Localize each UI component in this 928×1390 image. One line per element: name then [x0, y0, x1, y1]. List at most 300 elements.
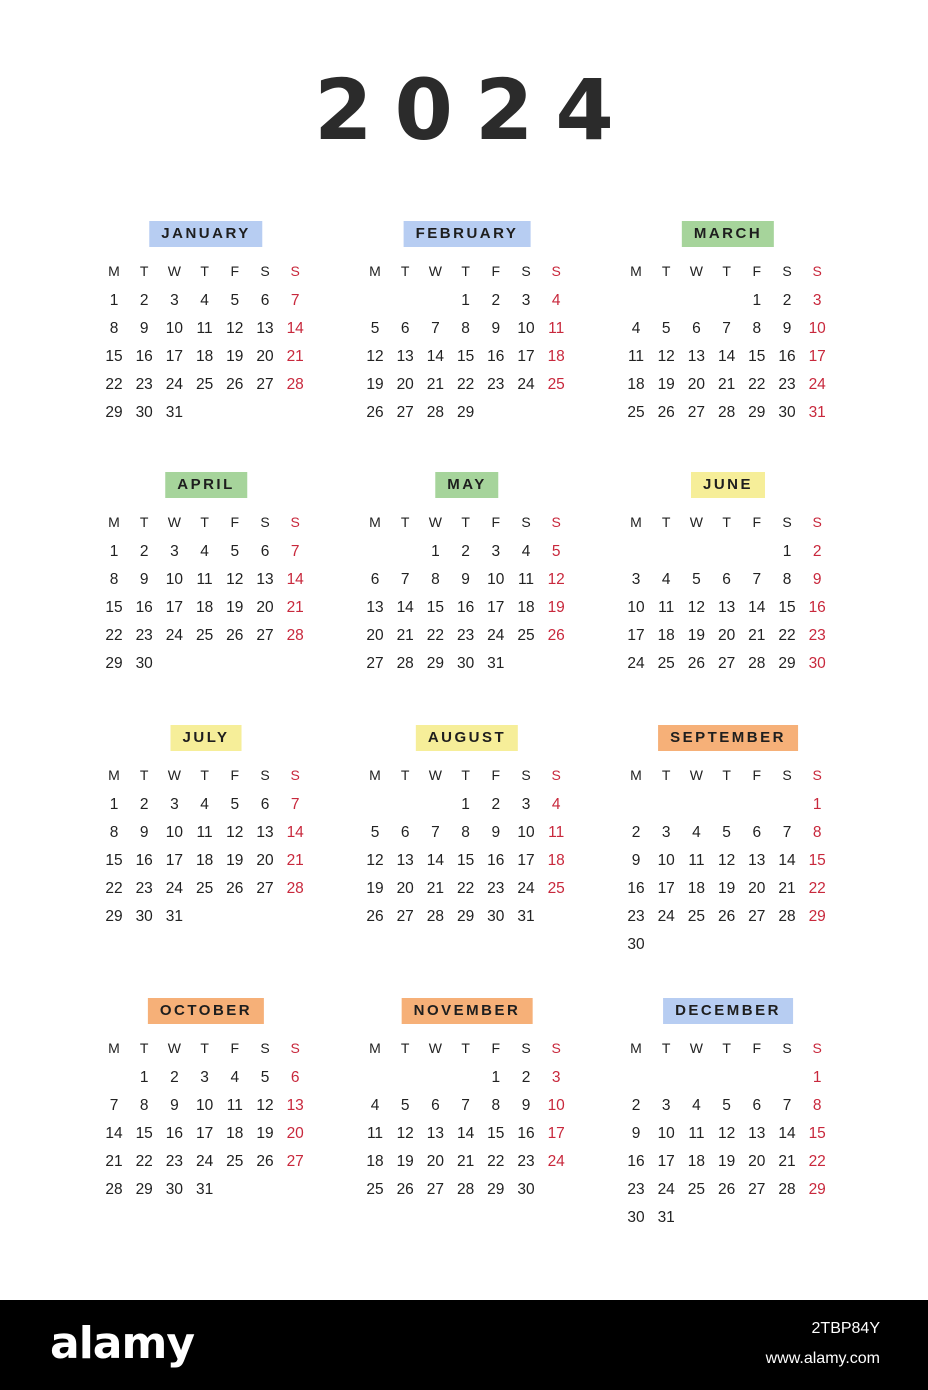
date-cell: 18 [517, 599, 535, 616]
date-cell: 19 [366, 376, 384, 393]
date-cell: 6 [260, 543, 270, 560]
date-cell: 20 [366, 627, 384, 644]
date-cell: 2 [139, 796, 149, 813]
weekday-header: F [230, 263, 240, 279]
weekday-header: S [290, 1040, 300, 1056]
weekday-header: T [139, 1040, 149, 1056]
date-cell: 20 [396, 376, 414, 393]
date-cell: 10 [657, 852, 675, 869]
date-cell: 3 [521, 796, 531, 813]
date-cell: 31 [657, 1209, 675, 1226]
date-cell: 15 [426, 599, 445, 616]
date-cell: 5 [230, 796, 240, 813]
date-cell: 5 [370, 320, 380, 337]
date-cell: 24 [517, 376, 535, 393]
weekday-header: W [689, 263, 703, 279]
weekday-header: W [167, 1040, 181, 1056]
date-cell: 6 [722, 571, 731, 588]
date-cell: 23 [487, 376, 505, 393]
date-cell: 10 [517, 320, 535, 337]
date-cell: 11 [658, 599, 675, 616]
weekday-header: T [461, 767, 470, 783]
date-cell: 28 [426, 404, 445, 421]
date-cell: 22 [778, 627, 796, 644]
date-cell: 17 [808, 348, 826, 365]
date-cell: 7 [290, 796, 300, 813]
weekday-header: S [260, 263, 270, 279]
weekday-header: S [521, 514, 531, 530]
date-cell: 6 [370, 571, 380, 588]
weekday-header: M [108, 767, 120, 783]
date-cell: 28 [286, 376, 304, 393]
date-cell: 17 [517, 348, 535, 365]
date-cell: 9 [139, 824, 149, 841]
weekday-header: T [461, 1040, 470, 1056]
date-cell: 2 [812, 543, 822, 560]
date-cell: 10 [487, 571, 505, 588]
date-cell: 13 [748, 1125, 766, 1142]
date-cell: 5 [722, 1097, 731, 1114]
date-cell: 30 [627, 936, 645, 953]
date-cell: 4 [370, 1097, 380, 1114]
date-cell: 18 [657, 627, 675, 644]
date-cell: 1 [461, 292, 470, 309]
weekday-header: T [661, 263, 671, 279]
date-cell: 4 [230, 1069, 240, 1086]
date-cell: 7 [722, 320, 731, 337]
date-cell: 25 [547, 880, 565, 897]
weekday-header: S [290, 514, 300, 530]
date-cell: 19 [717, 1153, 736, 1170]
date-cell: 14 [426, 348, 445, 365]
date-cell: 20 [286, 1125, 304, 1142]
date-cell: 5 [661, 320, 671, 337]
date-cell: 19 [657, 376, 675, 393]
date-cell: 9 [491, 320, 501, 337]
date-cell: 30 [456, 655, 475, 672]
date-cell: 4 [692, 1097, 701, 1114]
weekday-header: T [200, 263, 209, 279]
date-cell: 8 [109, 320, 119, 337]
date-cell: 27 [366, 655, 384, 672]
date-cell: 4 [631, 320, 641, 337]
weekday-header: W [428, 514, 442, 530]
weekday-header: T [661, 767, 671, 783]
date-cell: 17 [165, 599, 184, 616]
date-cell: 6 [431, 1097, 440, 1114]
date-cell: 9 [631, 1125, 641, 1142]
date-cell: 7 [400, 571, 410, 588]
weekday-header: M [108, 514, 120, 530]
date-cell: 30 [165, 1181, 184, 1198]
weekday-header: M [630, 263, 642, 279]
weekday-header: S [551, 263, 561, 279]
date-cell: 23 [808, 627, 826, 644]
weekday-header: W [689, 514, 703, 530]
date-cell: 11 [517, 571, 535, 588]
weekday-header: T [722, 1040, 731, 1056]
month-label: JUNE [691, 472, 765, 498]
date-cell: 3 [661, 1097, 671, 1114]
date-cell: 11 [226, 1097, 243, 1114]
date-cell: 25 [195, 880, 214, 897]
weekday-header: W [167, 514, 181, 530]
date-cell: 25 [195, 376, 214, 393]
date-cell: 30 [135, 908, 153, 925]
date-cell: 15 [456, 348, 475, 365]
date-cell: 17 [165, 348, 184, 365]
date-cell: 31 [487, 655, 505, 672]
weekday-header: W [689, 767, 703, 783]
date-cell: 17 [547, 1125, 565, 1142]
date-cell: 22 [487, 1153, 505, 1170]
month-may [360, 472, 574, 702]
date-cell: 14 [778, 852, 796, 869]
date-cell: 7 [431, 320, 440, 337]
date-cell: 21 [426, 376, 445, 393]
date-cell: 14 [286, 571, 304, 588]
date-cell: 18 [547, 852, 565, 869]
date-cell: 27 [426, 1181, 445, 1198]
date-cell: 31 [195, 1181, 214, 1198]
date-cell: 18 [366, 1153, 384, 1170]
date-cell: 23 [135, 627, 153, 644]
date-cell: 12 [687, 599, 706, 616]
date-cell: 22 [808, 880, 826, 897]
weekday-header: T [661, 514, 671, 530]
date-cell: 19 [547, 599, 565, 616]
date-cell: 10 [547, 1097, 565, 1114]
date-cell: 11 [196, 320, 213, 337]
date-cell: 6 [260, 796, 270, 813]
weekday-header: S [812, 514, 822, 530]
date-cell: 31 [165, 404, 184, 421]
date-cell: 25 [366, 1181, 384, 1198]
month-label: DECEMBER [663, 998, 793, 1024]
weekday-header: F [752, 767, 762, 783]
date-cell: 3 [551, 1069, 561, 1086]
date-cell: 12 [657, 348, 675, 365]
date-cell: 24 [627, 655, 645, 672]
date-cell: 3 [631, 571, 641, 588]
date-cell: 20 [256, 348, 274, 365]
weekday-header: S [551, 514, 561, 530]
date-cell: 29 [105, 655, 123, 672]
date-cell: 27 [748, 1181, 766, 1198]
date-cell: 5 [692, 571, 701, 588]
date-cell: 6 [692, 320, 701, 337]
weekday-header: S [782, 514, 792, 530]
date-cell: 19 [366, 880, 384, 897]
date-cell: 3 [521, 292, 531, 309]
date-cell: 14 [748, 599, 766, 616]
date-cell: 26 [687, 655, 706, 672]
date-cell: 24 [487, 627, 505, 644]
date-cell: 27 [396, 908, 414, 925]
date-cell: 27 [687, 404, 706, 421]
date-cell: 23 [627, 908, 645, 925]
date-cell: 25 [517, 627, 535, 644]
weekday-header: M [369, 767, 381, 783]
date-cell: 1 [752, 292, 762, 309]
date-cell: 16 [808, 599, 826, 616]
date-cell: 11 [548, 320, 565, 337]
date-cell: 9 [521, 1097, 531, 1114]
date-cell: 9 [139, 571, 149, 588]
weekday-header: S [521, 263, 531, 279]
date-cell: 16 [165, 1125, 184, 1142]
month-label: AUGUST [416, 725, 518, 751]
date-cell: 26 [717, 1181, 736, 1198]
month-december [621, 998, 835, 1228]
date-cell: 24 [165, 627, 184, 644]
date-cell: 24 [517, 880, 535, 897]
date-cell: 20 [748, 1153, 766, 1170]
date-cell: 12 [366, 852, 384, 869]
date-cell: 10 [165, 571, 184, 588]
date-cell: 13 [426, 1125, 445, 1142]
month-august [360, 725, 574, 955]
date-cell: 12 [226, 320, 244, 337]
date-cell: 14 [286, 824, 304, 841]
date-cell: 23 [627, 1181, 645, 1198]
date-cell: 10 [517, 824, 535, 841]
weekday-header: T [400, 263, 410, 279]
weekday-header: F [491, 1040, 501, 1056]
date-cell: 6 [290, 1069, 300, 1086]
date-cell: 5 [400, 1097, 410, 1114]
date-cell: 24 [195, 1153, 214, 1170]
date-cell: 27 [717, 655, 736, 672]
weekday-header: S [782, 263, 792, 279]
date-cell: 4 [661, 571, 671, 588]
date-cell: 21 [456, 1153, 475, 1170]
date-cell: 12 [226, 824, 244, 841]
date-cell: 9 [491, 824, 501, 841]
date-cell: 20 [396, 880, 414, 897]
date-cell: 23 [165, 1153, 184, 1170]
date-cell: 18 [195, 348, 214, 365]
date-cell: 1 [109, 796, 119, 813]
image-id: 2TBP84Y [811, 1320, 880, 1337]
weekday-header: T [722, 767, 731, 783]
weekday-header: W [428, 263, 442, 279]
date-cell: 1 [109, 543, 119, 560]
date-cell: 31 [517, 908, 535, 925]
date-cell: 6 [400, 824, 410, 841]
date-cell: 7 [752, 571, 762, 588]
date-cell: 12 [366, 348, 384, 365]
date-cell: 8 [491, 1097, 501, 1114]
date-cell: 3 [170, 543, 179, 560]
date-cell: 28 [426, 908, 445, 925]
date-cell: 2 [491, 796, 501, 813]
date-cell: 20 [256, 852, 274, 869]
date-cell: 27 [748, 908, 766, 925]
date-cell: 4 [200, 796, 209, 813]
date-cell: 5 [230, 292, 240, 309]
weekday-header: F [491, 514, 501, 530]
weekday-header: F [752, 1040, 762, 1056]
date-cell: 25 [657, 655, 675, 672]
alamy-logo: alamy [50, 1318, 194, 1369]
date-cell: 22 [456, 880, 475, 897]
date-cell: 30 [517, 1181, 535, 1198]
weekday-header: S [551, 767, 561, 783]
date-cell: 15 [808, 852, 826, 869]
weekday-header: S [260, 767, 270, 783]
weekday-header: S [521, 767, 531, 783]
weekday-header: F [230, 1040, 240, 1056]
weekday-header: T [200, 514, 209, 530]
month-october [99, 998, 313, 1228]
weekday-header: M [369, 263, 381, 279]
date-cell: 28 [456, 1181, 475, 1198]
date-cell: 13 [286, 1097, 304, 1114]
date-cell: 1 [109, 292, 119, 309]
date-cell: 13 [366, 599, 384, 616]
date-cell: 7 [782, 824, 792, 841]
date-cell: 16 [135, 852, 153, 869]
date-cell: 29 [808, 908, 826, 925]
weekday-header: T [400, 514, 410, 530]
date-cell: 2 [521, 1069, 531, 1086]
date-cell: 28 [717, 404, 736, 421]
date-cell: 14 [286, 320, 304, 337]
date-cell: 25 [687, 1181, 706, 1198]
date-cell: 4 [521, 543, 531, 560]
date-cell: 19 [396, 1153, 414, 1170]
date-cell: 4 [200, 543, 209, 560]
date-cell: 26 [366, 908, 384, 925]
date-cell: 19 [226, 599, 244, 616]
date-cell: 17 [165, 852, 184, 869]
date-cell: 16 [135, 348, 153, 365]
month-label: OCTOBER [148, 998, 264, 1024]
date-cell: 10 [808, 320, 826, 337]
date-cell: 29 [748, 404, 766, 421]
month-july [99, 725, 313, 955]
weekday-header: F [230, 767, 240, 783]
date-cell: 13 [687, 348, 706, 365]
date-cell: 28 [396, 655, 414, 672]
date-cell: 15 [105, 348, 123, 365]
date-cell: 3 [200, 1069, 209, 1086]
weekday-header: T [722, 514, 731, 530]
date-cell: 29 [808, 1181, 826, 1198]
date-cell: 11 [196, 571, 213, 588]
date-cell: 26 [256, 1153, 274, 1170]
date-cell: 2 [139, 292, 149, 309]
date-cell: 5 [370, 824, 380, 841]
date-cell: 15 [456, 852, 475, 869]
date-cell: 17 [517, 852, 535, 869]
weekday-header: S [290, 263, 300, 279]
date-cell: 10 [627, 599, 645, 616]
date-cell: 27 [396, 404, 414, 421]
date-cell: 11 [366, 1125, 384, 1142]
date-cell: 16 [487, 852, 505, 869]
weekday-header: T [400, 767, 410, 783]
date-cell: 24 [657, 908, 675, 925]
date-cell: 21 [286, 348, 304, 365]
date-cell: 22 [105, 627, 123, 644]
date-cell: 19 [256, 1125, 274, 1142]
date-cell: 20 [687, 376, 706, 393]
date-cell: 29 [487, 1181, 505, 1198]
date-cell: 17 [487, 599, 505, 616]
weekday-header: M [630, 767, 642, 783]
date-cell: 15 [135, 1125, 153, 1142]
date-cell: 13 [256, 320, 274, 337]
weekday-header: T [139, 767, 149, 783]
weekday-header: M [108, 263, 120, 279]
date-cell: 18 [687, 880, 706, 897]
date-cell: 7 [431, 824, 440, 841]
date-cell: 25 [627, 404, 645, 421]
date-cell: 8 [812, 824, 822, 841]
date-cell: 28 [778, 1181, 796, 1198]
date-cell: 22 [748, 376, 766, 393]
date-cell: 16 [517, 1125, 535, 1142]
date-cell: 27 [256, 376, 274, 393]
date-cell: 20 [426, 1153, 445, 1170]
date-cell: 14 [105, 1125, 123, 1142]
date-cell: 15 [105, 852, 123, 869]
date-cell: 7 [109, 1097, 119, 1114]
date-cell: 11 [688, 1125, 705, 1142]
date-cell: 22 [456, 376, 475, 393]
date-cell: 2 [461, 543, 470, 560]
date-cell: 8 [461, 320, 470, 337]
date-cell: 26 [657, 404, 675, 421]
date-cell: 25 [195, 627, 214, 644]
date-cell: 30 [135, 404, 153, 421]
date-cell: 8 [461, 824, 470, 841]
date-cell: 24 [657, 1181, 675, 1198]
weekday-header: M [108, 1040, 120, 1056]
weekday-header: S [812, 263, 822, 279]
weekday-header: T [461, 263, 470, 279]
date-cell: 11 [196, 824, 213, 841]
month-label: FEBRUARY [404, 221, 531, 247]
date-cell: 30 [135, 655, 153, 672]
date-cell: 21 [286, 852, 304, 869]
date-cell: 4 [692, 824, 701, 841]
date-cell: 24 [165, 376, 184, 393]
date-cell: 23 [135, 376, 153, 393]
weekday-header: F [230, 514, 240, 530]
date-cell: 26 [717, 908, 736, 925]
date-cell: 2 [631, 824, 641, 841]
date-cell: 27 [256, 627, 274, 644]
date-cell: 8 [139, 1097, 149, 1114]
date-cell: 16 [487, 348, 505, 365]
date-cell: 29 [456, 404, 475, 421]
weekday-header: S [812, 1040, 822, 1056]
date-cell: 9 [812, 571, 822, 588]
date-cell: 20 [256, 599, 274, 616]
date-cell: 4 [200, 292, 209, 309]
month-november [360, 998, 574, 1228]
date-cell: 6 [752, 824, 762, 841]
weekday-header: T [661, 1040, 671, 1056]
year-title: 2024 [314, 61, 636, 159]
date-cell: 15 [778, 599, 796, 616]
date-cell: 2 [491, 292, 501, 309]
weekday-header: F [491, 767, 501, 783]
date-cell: 12 [396, 1125, 414, 1142]
